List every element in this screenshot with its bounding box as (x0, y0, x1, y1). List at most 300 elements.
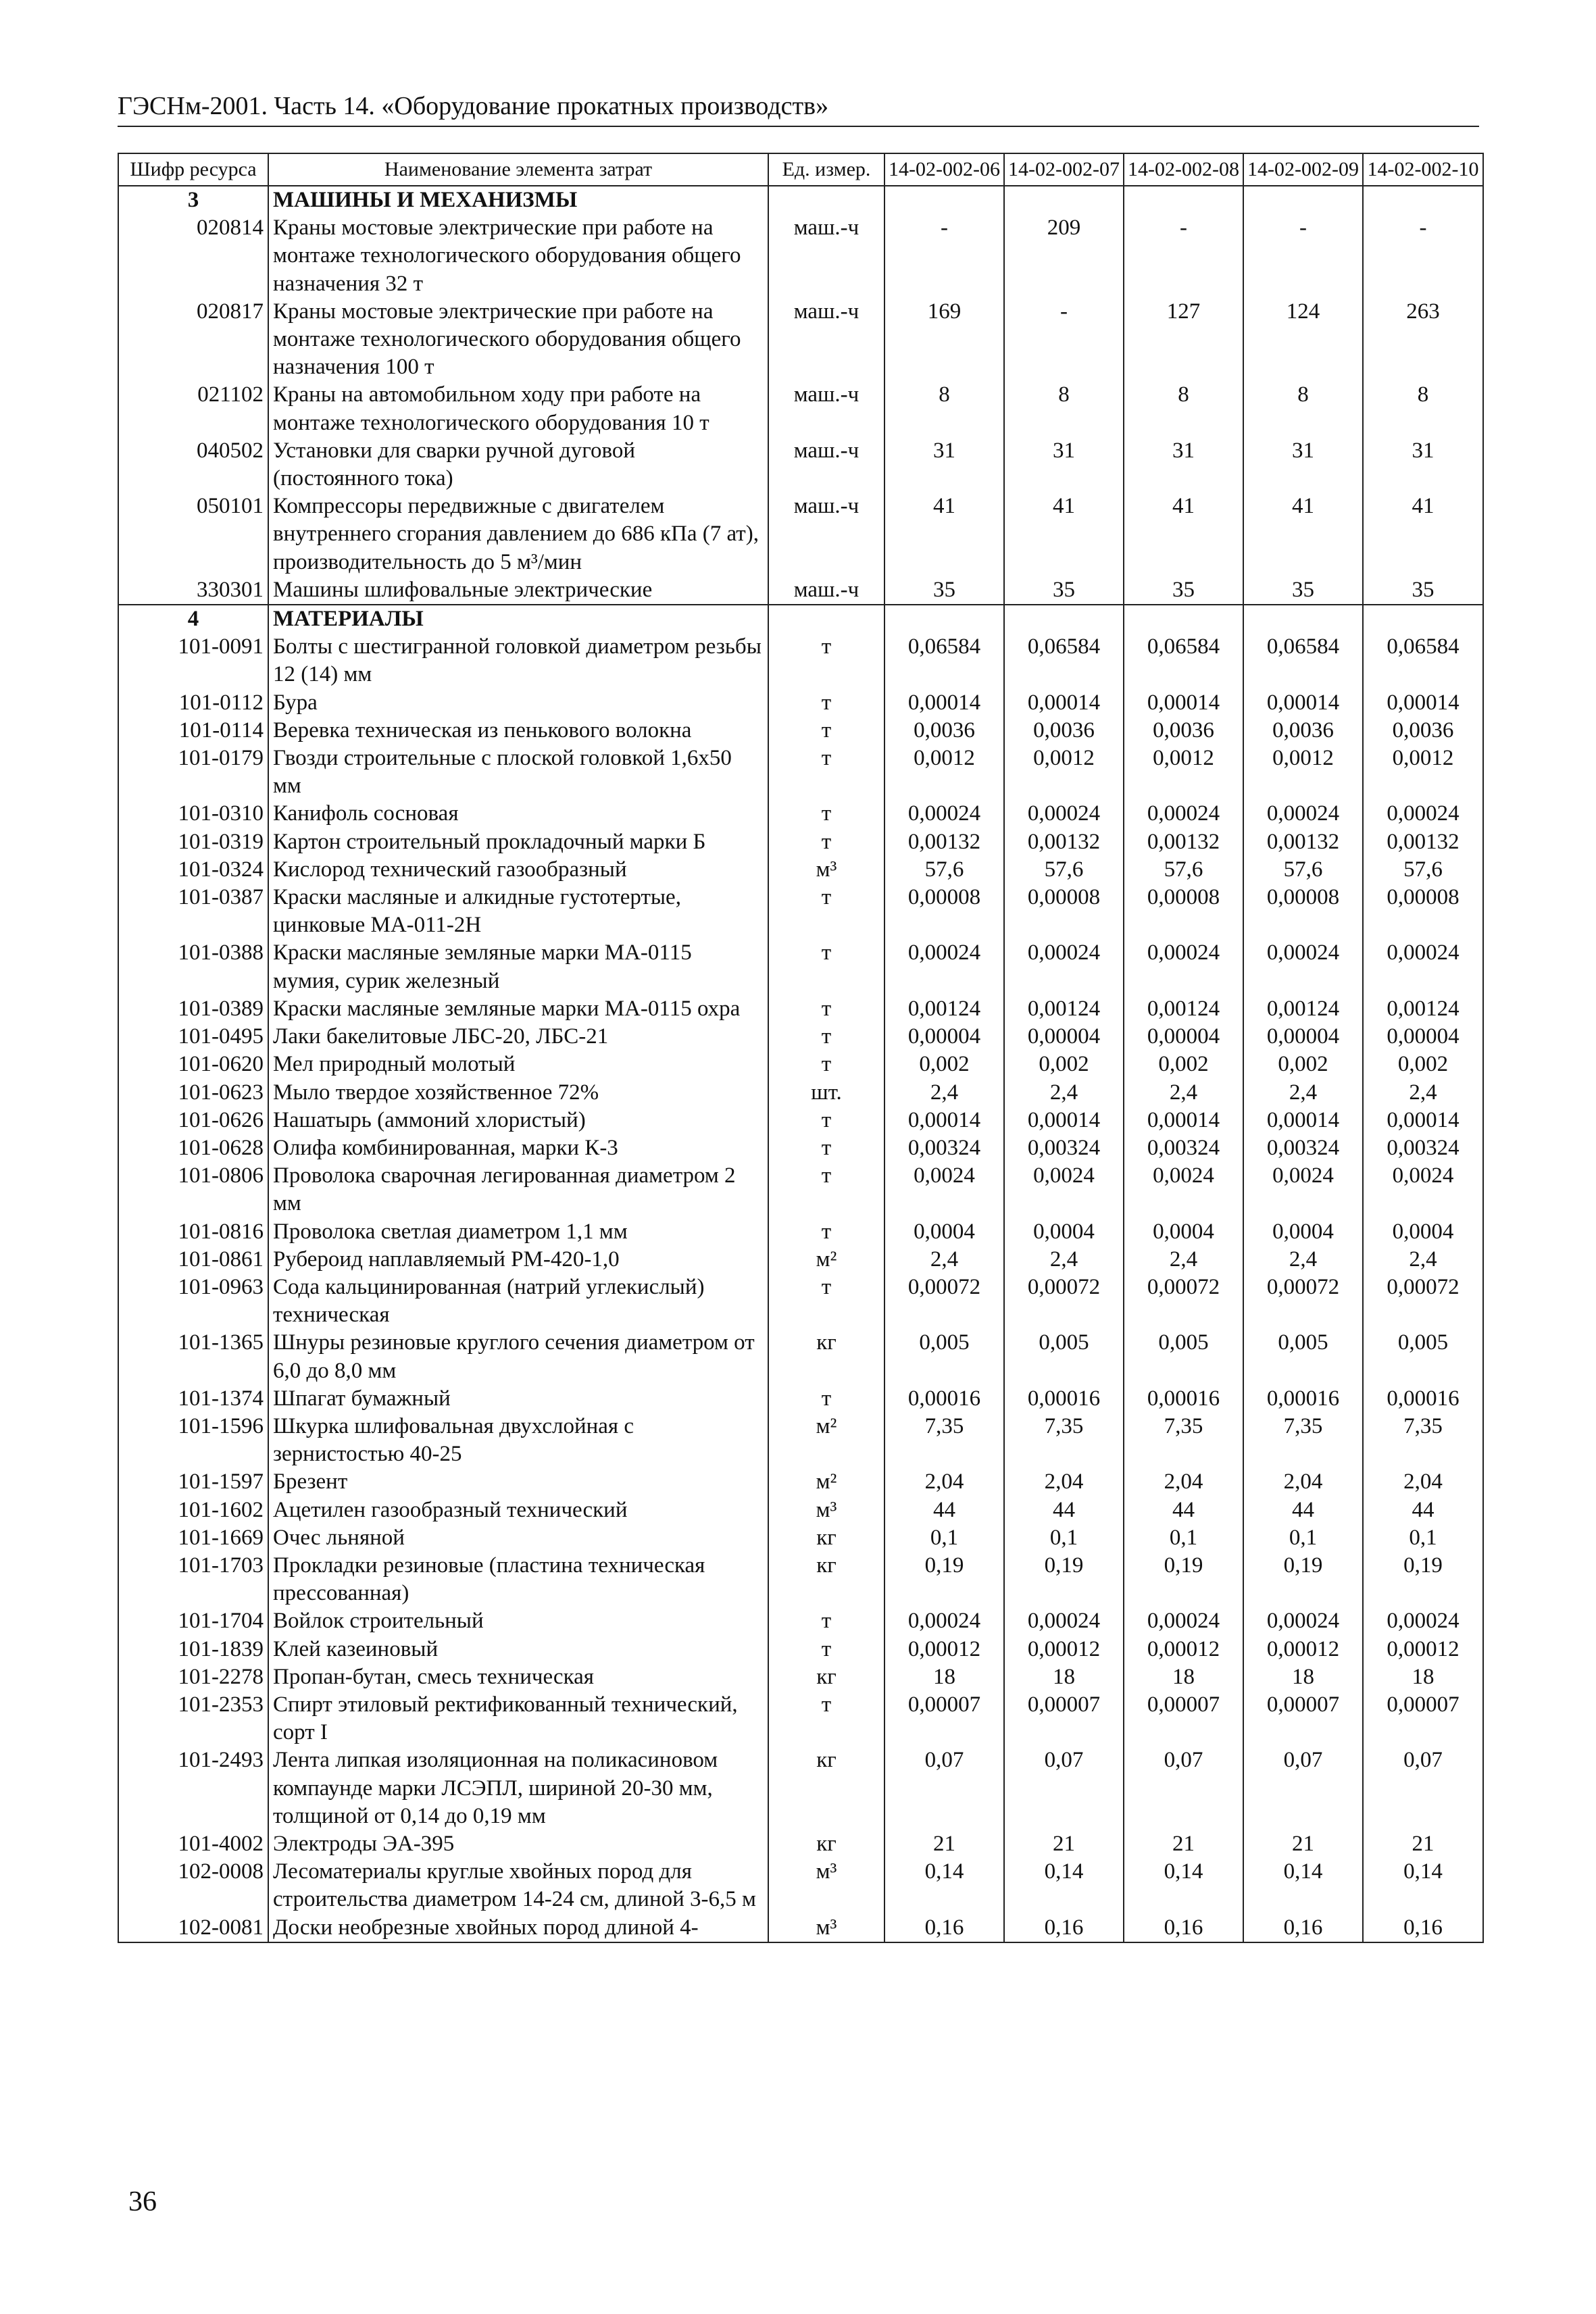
value-col-4: 0,0036 (1243, 717, 1363, 745)
value-col-5: 44 (1363, 1496, 1483, 1524)
value-col-3: 0,00016 (1124, 1385, 1243, 1413)
value-col-5: 263 (1363, 298, 1483, 382)
table-row (118, 1274, 1483, 1329)
header-name: Наименование элемента затрат (268, 153, 768, 186)
resource-unit: кг (768, 1663, 884, 1691)
resource-code: 101-0319 (118, 828, 268, 856)
value-col-3: 0,16 (1124, 1914, 1243, 1942)
value-col-5: 57,6 (1363, 856, 1483, 884)
value-col-5: 0,00004 (1363, 1023, 1483, 1051)
table-row (118, 828, 1483, 856)
value-col-3: 21 (1124, 1830, 1243, 1858)
value-col-5: 7,35 (1363, 1413, 1483, 1468)
value-col-2: 35 (1004, 576, 1124, 605)
resource-code: 020817 (118, 298, 268, 382)
value-col-1 (884, 186, 1004, 214)
resource-name: Лента липкая изоляционная на поликасиновом компаунде марки ЛСЭПЛ, шириной 20-30 мм, толщиной от 0,14 до 0,19 мм (268, 1746, 768, 1830)
resource-name: Краны мостовые электрические при работе на монтаже технологического оборудования общего назначения 100 т (268, 298, 768, 382)
table-header-row (118, 153, 1483, 186)
value-col-2: 41 (1004, 493, 1124, 576)
value-col-2: 0,00072 (1004, 1274, 1124, 1329)
table-row (118, 1524, 1483, 1552)
resource-unit: кг (768, 1746, 884, 1830)
value-col-2: 0,07 (1004, 1746, 1124, 1830)
resource-unit: т (768, 1134, 884, 1162)
value-col-1: 0,00004 (884, 1023, 1004, 1051)
value-col-3: 0,0024 (1124, 1162, 1243, 1217)
value-col-4: 0,00324 (1243, 1134, 1363, 1162)
resource-name: МАТЕРИАЛЫ (268, 605, 768, 633)
table-row (118, 1246, 1483, 1274)
table-row (118, 1079, 1483, 1107)
value-col-1: 0,1 (884, 1524, 1004, 1552)
value-col-2: 0,00016 (1004, 1385, 1124, 1413)
value-col-3: 0,00008 (1124, 884, 1243, 939)
resource-code: 040502 (118, 437, 268, 493)
value-col-1: 8 (884, 381, 1004, 436)
section-row (118, 186, 1483, 214)
resource-code: 102-0008 (118, 1858, 268, 1913)
resource-code: 101-0806 (118, 1162, 268, 1217)
value-col-1: 0,00008 (884, 884, 1004, 939)
resource-name: Краны мостовые электрические при работе на монтаже технологического оборудования общего назначения 32 т (268, 214, 768, 298)
value-col-1: 31 (884, 437, 1004, 493)
table-row (118, 995, 1483, 1023)
value-col-1: 0,00014 (884, 689, 1004, 717)
value-col-2: 31 (1004, 437, 1124, 493)
resource-code: 3 (118, 186, 268, 214)
value-col-2: 44 (1004, 1496, 1124, 1524)
resource-unit: т (768, 939, 884, 995)
value-col-3: 41 (1124, 493, 1243, 576)
section-row (118, 605, 1483, 633)
value-col-4: 0,16 (1243, 1914, 1363, 1942)
value-col-1: 0,00124 (884, 995, 1004, 1023)
value-col-5: 8 (1363, 381, 1483, 436)
value-col-2: 21 (1004, 1830, 1124, 1858)
resource-unit: шт. (768, 1079, 884, 1107)
value-col-5: 21 (1363, 1830, 1483, 1858)
value-col-3: - (1124, 214, 1243, 298)
resource-name: Шпагат бумажный (268, 1385, 768, 1413)
value-col-5: 0,00014 (1363, 689, 1483, 717)
resource-unit: т (768, 1385, 884, 1413)
value-col-3: 2,4 (1124, 1079, 1243, 1107)
value-col-2 (1004, 605, 1124, 633)
resource-name: Канифоль сосновая (268, 800, 768, 828)
value-col-4: 31 (1243, 437, 1363, 493)
table-row (118, 939, 1483, 995)
value-col-3: 2,4 (1124, 1246, 1243, 1274)
value-col-3: 0,0036 (1124, 717, 1243, 745)
value-col-2: 2,4 (1004, 1246, 1124, 1274)
resource-code: 101-4002 (118, 1830, 268, 1858)
value-col-2: 57,6 (1004, 856, 1124, 884)
value-col-1: 0,07 (884, 1746, 1004, 1830)
value-col-1: 0,00007 (884, 1691, 1004, 1746)
value-col-3: 0,005 (1124, 1329, 1243, 1384)
resource-unit: т (768, 689, 884, 717)
table-row (118, 745, 1483, 800)
value-col-1: 57,6 (884, 856, 1004, 884)
resource-unit: т (768, 800, 884, 828)
resource-code: 101-1703 (118, 1552, 268, 1607)
resource-code: 021102 (118, 381, 268, 436)
resource-code: 101-2493 (118, 1746, 268, 1830)
value-col-3: 0,07 (1124, 1746, 1243, 1830)
resource-name: Олифа комбинированная, марки К-3 (268, 1134, 768, 1162)
resource-name: Пропан-бутан, смесь техническая (268, 1663, 768, 1691)
resource-unit: маш.-ч (768, 576, 884, 605)
resource-name: Шнуры резиновые круглого сечения диаметром от 6,0 до 8,0 мм (268, 1329, 768, 1384)
value-col-1: 0,00016 (884, 1385, 1004, 1413)
value-col-2: 0,16 (1004, 1914, 1124, 1942)
resource-code: 020814 (118, 214, 268, 298)
table-row (118, 298, 1483, 382)
resource-unit: т (768, 995, 884, 1023)
resource-name: МАШИНЫ И МЕХАНИЗМЫ (268, 186, 768, 214)
value-col-2: 0,005 (1004, 1329, 1124, 1384)
value-col-3: 0,00324 (1124, 1134, 1243, 1162)
resource-name: Очес льняной (268, 1524, 768, 1552)
value-col-4: 0,06584 (1243, 633, 1363, 688)
resource-unit: м³ (768, 1914, 884, 1942)
value-col-2: 0,14 (1004, 1858, 1124, 1913)
value-col-3: 0,00014 (1124, 1107, 1243, 1134)
value-col-2: 0,0012 (1004, 745, 1124, 800)
resource-name: Шкурка шлифовальная двухслойная с зернистостью 40-25 (268, 1413, 768, 1468)
resource-name: Ацетилен газообразный технический (268, 1496, 768, 1524)
value-col-1: 21 (884, 1830, 1004, 1858)
resource-name: Проволока сварочная легированная диаметром 2 мм (268, 1162, 768, 1217)
value-col-4: 0,00024 (1243, 1607, 1363, 1635)
value-col-2: 0,00004 (1004, 1023, 1124, 1051)
value-col-5: 0,00024 (1363, 939, 1483, 995)
resource-code: 101-2353 (118, 1691, 268, 1746)
resource-unit (768, 186, 884, 214)
resource-table (118, 153, 1484, 1943)
resource-code: 101-1602 (118, 1496, 268, 1524)
resource-code: 101-0091 (118, 633, 268, 688)
value-col-4: 0,0012 (1243, 745, 1363, 800)
resource-unit: т (768, 1636, 884, 1663)
resource-unit: кг (768, 1524, 884, 1552)
value-col-3: 0,14 (1124, 1858, 1243, 1913)
value-col-1: 44 (884, 1496, 1004, 1524)
table-row (118, 800, 1483, 828)
value-col-4 (1243, 186, 1363, 214)
table-row (118, 576, 1483, 605)
value-col-1: 0,00024 (884, 800, 1004, 828)
value-col-4: 0,0024 (1243, 1162, 1363, 1217)
value-col-4: 57,6 (1243, 856, 1363, 884)
resource-unit: т (768, 1218, 884, 1246)
resource-unit: т (768, 745, 884, 800)
resource-unit: т (768, 828, 884, 856)
resource-unit: м³ (768, 856, 884, 884)
value-col-3: 0,00024 (1124, 1607, 1243, 1635)
value-col-4: 8 (1243, 381, 1363, 436)
resource-code: 101-0623 (118, 1079, 268, 1107)
value-col-3: 0,06584 (1124, 633, 1243, 688)
value-col-1: 0,005 (884, 1329, 1004, 1384)
table-row (118, 1385, 1483, 1413)
value-col-3: 0,1 (1124, 1524, 1243, 1552)
value-col-3: 44 (1124, 1496, 1243, 1524)
value-col-2: 18 (1004, 1663, 1124, 1691)
value-col-1: 0,002 (884, 1051, 1004, 1078)
value-col-1: 0,0036 (884, 717, 1004, 745)
value-col-1: 18 (884, 1663, 1004, 1691)
resource-unit: маш.-ч (768, 437, 884, 493)
value-col-4: 44 (1243, 1496, 1363, 1524)
resource-name: Машины шлифовальные электрические (268, 576, 768, 605)
resource-unit: т (768, 1051, 884, 1078)
value-col-4: 0,00012 (1243, 1636, 1363, 1663)
resource-unit: маш.-ч (768, 214, 884, 298)
table-row (118, 437, 1483, 493)
value-col-4: 0,07 (1243, 1746, 1363, 1830)
resource-code: 330301 (118, 576, 268, 605)
value-col-3: 0,19 (1124, 1552, 1243, 1607)
value-col-5: 0,00024 (1363, 800, 1483, 828)
resource-unit: м³ (768, 1858, 884, 1913)
value-col-5: 2,4 (1363, 1246, 1483, 1274)
value-col-1: 0,0004 (884, 1218, 1004, 1246)
value-col-5: 0,19 (1363, 1552, 1483, 1607)
table-row (118, 1218, 1483, 1246)
resource-code: 101-1374 (118, 1385, 268, 1413)
table-row (118, 1663, 1483, 1691)
value-col-5 (1363, 186, 1483, 214)
table-row (118, 1914, 1483, 1942)
resource-code: 101-0389 (118, 995, 268, 1023)
resource-name: Установки для сварки ручной дуговой (постоянного тока) (268, 437, 768, 493)
value-col-4: 0,002 (1243, 1051, 1363, 1078)
value-col-1: 0,00324 (884, 1134, 1004, 1162)
resource-name: Рубероид наплавляемый РМ-420-1,0 (268, 1246, 768, 1274)
value-col-4: 18 (1243, 1663, 1363, 1691)
value-col-4: 0,00132 (1243, 828, 1363, 856)
value-col-5: 18 (1363, 1663, 1483, 1691)
value-col-5: 0,00324 (1363, 1134, 1483, 1162)
resource-name: Мел природный молотый (268, 1051, 768, 1078)
table-row (118, 1329, 1483, 1384)
resource-code: 101-1704 (118, 1607, 268, 1635)
value-col-4: - (1243, 214, 1363, 298)
value-col-5: 0,00132 (1363, 828, 1483, 856)
resource-name: Электроды ЭА-395 (268, 1830, 768, 1858)
value-col-1: 0,00072 (884, 1274, 1004, 1329)
table-row (118, 1830, 1483, 1858)
resource-name: Лаки бакелитовые ЛБС-20, ЛБС-21 (268, 1023, 768, 1051)
value-col-4: 0,00072 (1243, 1274, 1363, 1329)
resource-name: Гвозди строительные с плоской головкой 1,6х50 мм (268, 745, 768, 800)
value-col-2: 0,00012 (1004, 1636, 1124, 1663)
value-col-4: 21 (1243, 1830, 1363, 1858)
resource-name: Доски необрезные хвойных пород длиной 4- (268, 1914, 768, 1942)
value-col-5: 0,00072 (1363, 1274, 1483, 1329)
page-number: 36 (128, 2186, 157, 2217)
resource-unit: м² (768, 1468, 884, 1496)
value-col-3: 0,00007 (1124, 1691, 1243, 1746)
value-col-1: 2,04 (884, 1468, 1004, 1496)
value-col-2: 0,00014 (1004, 1107, 1124, 1134)
value-col-2: 0,0004 (1004, 1218, 1124, 1246)
resource-unit (768, 605, 884, 633)
value-col-2 (1004, 186, 1124, 214)
value-col-1: 0,00024 (884, 939, 1004, 995)
value-col-5: 0,07 (1363, 1746, 1483, 1830)
table-row (118, 1746, 1483, 1830)
resource-unit: кг (768, 1329, 884, 1384)
resource-unit: т (768, 1691, 884, 1746)
table-row (118, 1051, 1483, 1078)
value-col-3: 0,00004 (1124, 1023, 1243, 1051)
value-col-1 (884, 605, 1004, 633)
resource-name: Нашатырь (аммоний хлористый) (268, 1107, 768, 1134)
value-col-2: 0,1 (1004, 1524, 1124, 1552)
value-col-5: 31 (1363, 437, 1483, 493)
resource-code: 101-0324 (118, 856, 268, 884)
resource-code: 101-0628 (118, 1134, 268, 1162)
value-col-2: 7,35 (1004, 1413, 1124, 1468)
resource-unit: кг (768, 1552, 884, 1607)
resource-unit: т (768, 1274, 884, 1329)
value-col-3: 18 (1124, 1663, 1243, 1691)
value-col-4: 0,00014 (1243, 1107, 1363, 1134)
value-col-5: 0,00012 (1363, 1636, 1483, 1663)
value-col-2: 0,00024 (1004, 1607, 1124, 1635)
value-col-1: 0,0012 (884, 745, 1004, 800)
table-row (118, 1636, 1483, 1663)
resource-code: 050101 (118, 493, 268, 576)
value-col-2: 0,0036 (1004, 717, 1124, 745)
table-row (118, 884, 1483, 939)
resource-unit: маш.-ч (768, 381, 884, 436)
value-col-5: 0,00008 (1363, 884, 1483, 939)
table-row (118, 689, 1483, 717)
value-col-4: 0,00014 (1243, 689, 1363, 717)
resource-unit: т (768, 1607, 884, 1635)
value-col-4: 41 (1243, 493, 1363, 576)
value-col-1: 0,16 (884, 1914, 1004, 1942)
value-col-2: 0,0024 (1004, 1162, 1124, 1217)
value-col-2: 0,00024 (1004, 800, 1124, 828)
value-col-3: 0,002 (1124, 1051, 1243, 1078)
resource-unit: т (768, 1023, 884, 1051)
table-row (118, 1134, 1483, 1162)
resource-code: 101-0114 (118, 717, 268, 745)
resource-unit: маш.-ч (768, 298, 884, 382)
value-col-2: 0,00124 (1004, 995, 1124, 1023)
header-col-1: 14-02-002-06 (884, 153, 1004, 186)
resource-unit: т (768, 1162, 884, 1217)
table-row (118, 717, 1483, 745)
value-col-3: 8 (1124, 381, 1243, 436)
value-col-3: 127 (1124, 298, 1243, 382)
resource-unit: маш.-ч (768, 493, 884, 576)
value-col-5: 0,0004 (1363, 1218, 1483, 1246)
value-col-5: 35 (1363, 576, 1483, 605)
resource-code: 101-0963 (118, 1274, 268, 1329)
resource-unit: кг (768, 1830, 884, 1858)
resource-code: 101-0112 (118, 689, 268, 717)
resource-unit: т (768, 633, 884, 688)
value-col-5: 0,002 (1363, 1051, 1483, 1078)
value-col-2: 0,00014 (1004, 689, 1124, 717)
resource-code: 101-0620 (118, 1051, 268, 1078)
table-row (118, 1107, 1483, 1134)
resource-unit: м² (768, 1413, 884, 1468)
value-col-5: 0,14 (1363, 1858, 1483, 1913)
value-col-5: 0,16 (1363, 1914, 1483, 1942)
value-col-1: 0,19 (884, 1552, 1004, 1607)
resource-code: 101-0495 (118, 1023, 268, 1051)
resource-code: 101-0179 (118, 745, 268, 800)
value-col-1: 0,00132 (884, 828, 1004, 856)
resource-code: 101-1365 (118, 1329, 268, 1384)
value-col-4: 0,00007 (1243, 1691, 1363, 1746)
table-row (118, 1552, 1483, 1607)
table-row (118, 856, 1483, 884)
value-col-1: - (884, 214, 1004, 298)
value-col-2: 0,002 (1004, 1051, 1124, 1078)
table-row (118, 1496, 1483, 1524)
resource-name: Веревка техническая из пенькового волокна (268, 717, 768, 745)
table-body (118, 186, 1483, 1942)
header-col-4: 14-02-002-09 (1243, 153, 1363, 186)
value-col-4: 0,00024 (1243, 800, 1363, 828)
resource-name: Проволока светлая диаметром 1,1 мм (268, 1218, 768, 1246)
resource-name: Краны на автомобильном ходу при работе на монтаже технологического оборудования 10 т (268, 381, 768, 436)
value-col-3: 7,35 (1124, 1413, 1243, 1468)
resource-code: 101-0626 (118, 1107, 268, 1134)
value-col-3: 0,0004 (1124, 1218, 1243, 1246)
value-col-2: 2,04 (1004, 1468, 1124, 1496)
resource-code: 101-0388 (118, 939, 268, 995)
value-col-4: 2,4 (1243, 1079, 1363, 1107)
resource-code: 101-1597 (118, 1468, 268, 1496)
value-col-2: 0,19 (1004, 1552, 1124, 1607)
page-header: ГЭСНм-2001. Часть 14. «Оборудование прокатных производств» (118, 89, 1479, 127)
value-col-3: 35 (1124, 576, 1243, 605)
resource-code: 101-0310 (118, 800, 268, 828)
value-col-4: 2,04 (1243, 1468, 1363, 1496)
table-row (118, 1023, 1483, 1051)
resource-code: 101-1839 (118, 1636, 268, 1663)
value-col-4: 0,005 (1243, 1329, 1363, 1384)
value-col-5 (1363, 605, 1483, 633)
resource-unit: т (768, 1107, 884, 1134)
value-col-2: 0,00007 (1004, 1691, 1124, 1746)
value-col-3: 57,6 (1124, 856, 1243, 884)
value-col-5: 0,1 (1363, 1524, 1483, 1552)
value-col-4: 0,14 (1243, 1858, 1363, 1913)
value-col-4: 0,00016 (1243, 1385, 1363, 1413)
value-col-1: 0,0024 (884, 1162, 1004, 1217)
value-col-2: - (1004, 298, 1124, 382)
header-col-5: 14-02-002-10 (1363, 153, 1483, 186)
value-col-4: 0,00004 (1243, 1023, 1363, 1051)
value-col-2: 0,06584 (1004, 633, 1124, 688)
table-row (118, 493, 1483, 576)
value-col-1: 7,35 (884, 1413, 1004, 1468)
value-col-2: 0,00024 (1004, 939, 1124, 995)
value-col-2: 0,00324 (1004, 1134, 1124, 1162)
value-col-5: 2,04 (1363, 1468, 1483, 1496)
value-col-1: 0,00014 (884, 1107, 1004, 1134)
